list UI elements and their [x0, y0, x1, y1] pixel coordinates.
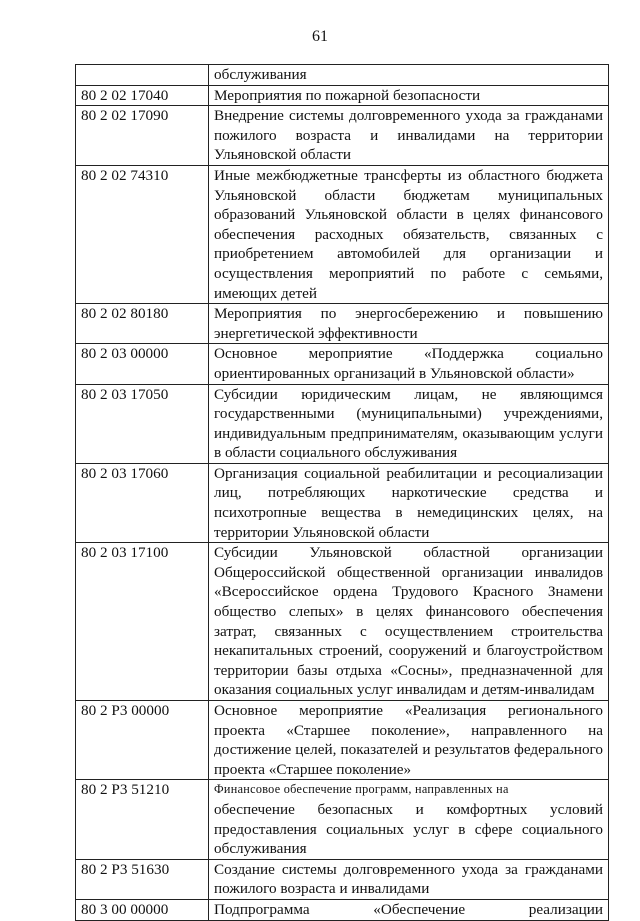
description-cell: Мероприятия по энергосбережению и повышению энергетической эффективности [209, 304, 609, 344]
description-cell [209, 780, 609, 859]
code-cell: 80 2 03 17100 [76, 543, 209, 701]
code-cell: 80 2 02 17090 [76, 106, 209, 166]
table-row [76, 65, 609, 86]
table-row [76, 384, 609, 463]
table-row [76, 780, 609, 859]
code-cell: 80 2 02 74310 [76, 165, 209, 303]
description-cell: Создание системы долговременного ухода за гражданами пожилого возраста и инвалидами [209, 859, 609, 899]
page-number: 61 [312, 28, 328, 45]
description-cell: Субсидии юридическим лицам, не являющимся государственными (муниципальными) учреждениями, индивидуальным предпринимателям, оказывающим услуги в области социального обслуживания [209, 384, 609, 463]
table-row [76, 543, 609, 701]
code-cell: 80 2 P3 00000 [76, 701, 209, 780]
code-cell: 80 2 02 17040 [76, 85, 209, 106]
table-row [76, 165, 609, 303]
table-row [76, 304, 609, 344]
code-cell: 80 2 P3 51210 [76, 780, 209, 859]
description-cell: Иные межбюджетные трансферты из областного бюджета Ульяновской области бюджетам муниципальных образований Ульяновской области в целях финансового обеспечения расходных обязательств, связанных с приобретением автомобилей для организации и осуществления мероприятий по работе с семьями, имеющих детей [209, 165, 609, 303]
description-cell: Основное мероприятие «Поддержка социально ориентированных организаций в Ульяновской области» [209, 344, 609, 384]
code-cell: 80 3 00 00000 [76, 899, 209, 920]
table-row [76, 899, 609, 920]
table-row [76, 463, 609, 542]
code-cell: 80 2 02 80180 [76, 304, 209, 344]
description-cell: Субсидии Ульяновской областной организации Общероссийской общественной организации инвалидов «Всероссийское ордена Трудового Красного Знамени общество слепых» в целях финансового обеспечения затрат, связанных с осуществлением строительства некапитальных строений, сооружений и благоустройством территории базы отдыха «Сосны», предназначенной для оказания социальных услуг инвалидам и детям-инвалидам [209, 543, 609, 701]
table-row [76, 344, 609, 384]
code-cell: 80 2 03 17060 [76, 463, 209, 542]
table-row [76, 85, 609, 106]
budget-classification-table [75, 64, 609, 921]
table-row [76, 106, 609, 166]
code-cell [76, 65, 209, 86]
table-row [76, 859, 609, 899]
description-first-line: Финансовое обеспечение программ, направленных на [214, 782, 509, 797]
code-cell: 80 2 03 00000 [76, 344, 209, 384]
code-cell: 80 2 P3 51630 [76, 859, 209, 899]
description-rest: обеспечение безопасных и комфортных условий предоставления социальных услуг в сфере социального обслуживания [214, 800, 603, 858]
code-cell: 80 2 03 17050 [76, 384, 209, 463]
description-cell: Внедрение системы долговременного ухода за гражданами пожилого возраста и инвалидами на территории Ульяновской области [209, 106, 609, 166]
description-cell: Мероприятия по пожарной безопасности [209, 85, 609, 106]
description-cell: Организация социальной реабилитации и ресоциализации лиц, потребляющих наркотические средства и психотропные вещества в немедицинских целях, на территории Ульяновской области [209, 463, 609, 542]
description-cell: Основное мероприятие «Реализация регионального проекта «Старшее поколение», направленного на достижение целей, показателей и результатов федерального проекта «Старшее поколение» [209, 701, 609, 780]
table-row [76, 701, 609, 780]
description-cell: обслуживания [209, 65, 609, 86]
description-cell: Подпрограмма «Обеспечение реализации [209, 899, 609, 920]
